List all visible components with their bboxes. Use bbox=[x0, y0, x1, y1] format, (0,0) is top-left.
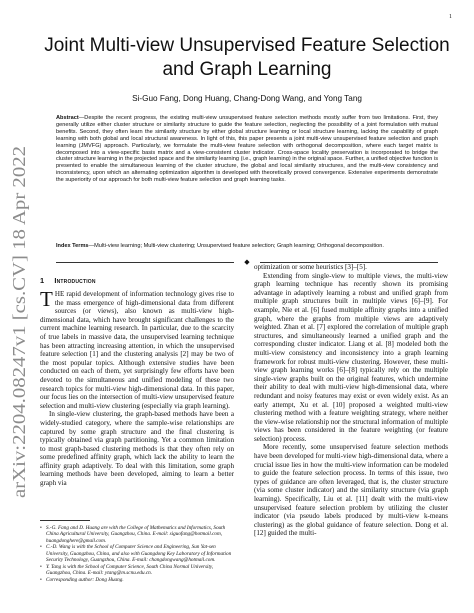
separator-line-left bbox=[56, 262, 234, 263]
abstract-label: Abstract bbox=[56, 115, 79, 121]
footnote-item: • S.-G. Fang and D. Huang are with the College of Mathematics and Informatics, South China Agricultural University, Guangzhou, China. E-mail: siguofang@hotmail.com, huangdonghere@gmail.com. bbox=[40, 525, 226, 544]
intro-paragraph-1 bbox=[40, 287, 234, 410]
author-list: Si-Guo Fang, Dong Huang, Chang-Dong Wang, and Yong Tang bbox=[132, 94, 362, 103]
footnote-rule bbox=[40, 520, 90, 521]
footnote-item: • Y. Tang is with the School of Computer Science, South China Normal University, Guangzhou, China. E-mail: ytang@m.scnu.edu.cn. bbox=[40, 563, 214, 577]
footnote-item: • Corresponding author: Dong Huang. bbox=[40, 577, 124, 584]
intro-paragraph-1-text: HE rapid development of information technology gives rise to the mass emergence of high-dimensional data from different sources (or views), also known as multi-view high-dimensional data, which have brought significant challenges to the current machine learning research. In particular, due to the scarcity of true labels in massive data, the unsupervised learning technique has been attracting increasing attention, in which the unsupervised feature selection [1] and the clustering analysis [2] may be two of the most popular topics. Although extensive studies have been conducted on each of them, yet surprisingly few efforts have been devoted to the simultaneous and unified modeling of these two research topics for multi-view high-dimensional data. In this paper, our focus lies on the intersection of multi-view unsupervised feature selection and multi-view clustering (especially via graph learning). bbox=[40, 290, 234, 410]
dropcap-letter: T bbox=[40, 287, 53, 311]
index-terms-label: Index Terms bbox=[56, 243, 89, 249]
paper-title bbox=[40, 34, 454, 82]
abstract-text: —Despite the recent progress, the existing multi-view unsupervised feature selection methods mostly suffer from two limitations. First, they generally utilize either cluster structure or similarity structure to guide the feature selection, neglecting the possibility of a joint formulation with mutual benefits. Second, they often learn the similarity structure by either global structure learning or local structure learning, lacking the capability of graph learning with both global and local structural awareness. In light of this, this paper presents a joint multi-view unsupervised feature selection and graph learning (JMVFG) approach. Particularly, we formulate the multi-view feature selection with orthogonal decomposition, where each target matrix is decomposed into a view-specific basis matrix and a view-consistent cluster indicator. Cross-space locality preservation is incorporated to bridge the cluster structure learning in the projected space and the similarity learning (i.e., graph learning) in the original space. Further, a unified objective function is presented to enable the simultaneous learning of the cluster structure, the global and local similarity structures, and the multi-view consistency and inconsistency, upon which an alternating optimization algorithm is developed with theoretically proved convergence. Extensive experiments demonstrate the superiority of our approach for both multi-view feature selection and graph learning tasks. bbox=[56, 115, 438, 184]
section-title: Introduction bbox=[54, 276, 96, 285]
arxiv-stamp-text: arXiv:2204.08247v1 [cs.CV] 18 Apr 2022 bbox=[9, 201, 29, 498]
footnote-text: C.-D. Wang is with the School of Computer Science and Engineering, Sun Yat-sen University, Guangzhou, China, and also with Guangdong Key Laboratory of Information Security Technology, Guangzhou, China. E-mail: changdongwang@hotmail.com. bbox=[46, 544, 232, 564]
section-number: 1 bbox=[40, 276, 45, 285]
intro-paragraph-2: In single-view clustering, the graph-based methods have been a widely-studied category, where the sample-wise relationships are captured by some graph structure and the final clustering is typically obtained via graph partitioning. Yet a common limitation to most graph-based clustering methods is that they often rely on some predefined affinity graph, which lack the ability to learn the affinity graph adaptively. To deal with this limitation, some graph learning methods have been developed, aiming to learn a better graph via bbox=[40, 410, 234, 488]
index-terms bbox=[56, 243, 438, 250]
footnote-text: S.-G. Fang and D. Huang are with the College of Mathematics and Informatics, South China Agricultural University, Guangzhou, China. E-mail: siguofang@hotmail.com, huangdonghere@gmail.com. bbox=[46, 525, 226, 544]
right-paragraph-3: More recently, some unsupervised feature selection methods have been developed for multi-view high-dimensional data, where a crucial issue lies in how the multi-view information can be modeled to guide the feature selection process. In terms of this issue, two types of guidance are often leveraged, that is, the cluster structure (via some cluster indicator) and the similarity structure (via graph learning). Specifically, Liu et al. [11] dealt with the multi-view unsupervised feature selection problem by utilizing the cluster indicator (via pseudo labels produced by multi-view k-means clustering) as the global guidance of feature selection. Dong et al. [12] guided the multi- bbox=[254, 443, 448, 538]
left-column bbox=[40, 287, 234, 488]
paper-title-line-2: and Graph Learning bbox=[162, 59, 332, 80]
right-paragraph-2: Extending from single-view to multiple views, the multi-view graph learning technique has recently shown its promising advantage in adaptively learning a robust and unified graph from multiple graph structures built in multiple views [6]–[9]. For example, Nie et al. [6] fused multiple affinity graphs into a unified graph, where the graphs from multiple views are adaptively weighted. Zhan et al. [7] explored the correlation of multiple graph structures, and simultaneously learned a unified graph and the corresponding cluster indicator. Liang et al. [8] modeled both the multi-view consistency and inconsistency into a graph learning framework for robust multi-view clustering. However, these multi-view graph learning works [6]–[8] typically rely on the multiple single-view graphs built on the original features, which undermine their ability to deal with multi-view high-dimensional data, where redundant and noisy features may exist or even widely exist. As an early attempt, Xu et al. [10] proposed a weighted multi-view clustering method with a feature weighting strategy, where neither the view-wise relationship nor the structural information of multiple views has been considered in the feature weighting (or feature selection) process. bbox=[254, 271, 448, 443]
separator-diamond-icon: ◆ bbox=[244, 258, 250, 266]
page-number: 1 bbox=[449, 14, 452, 20]
right-column bbox=[254, 263, 448, 538]
right-paragraph-1: optimization or some heuristics [3]–[5]. bbox=[254, 263, 367, 271]
index-terms-text: —Multi-view learning; Multi-view clustering; Unsupervised feature selection; Graph learning; Orthogonal decomposition. bbox=[88, 243, 384, 249]
section-heading-introduction bbox=[40, 276, 96, 285]
footnote-text: Corresponding author: Dong Huang. bbox=[46, 577, 124, 584]
footnote-text: Y. Tang is with the School of Computer Science, South China Normal University, Guangzhou, China. E-mail: ytang@m.scnu.edu.cn. bbox=[46, 563, 214, 577]
footnotes bbox=[40, 520, 234, 584]
footnote-item: • C.-D. Wang is with the School of Computer Science and Engineering, Sun Yat-sen University, Guangzhou, China, and also with Guangdong Key Laboratory of Information Security Technology, Guangzhou, China. E-mail: changdongwang@hotmail.com. bbox=[40, 544, 232, 564]
paper-title-line-1: Joint Multi-view Unsupervised Feature Selection bbox=[44, 35, 450, 56]
arxiv-identifier-stamp bbox=[6, 142, 32, 502]
abstract bbox=[56, 115, 438, 184]
